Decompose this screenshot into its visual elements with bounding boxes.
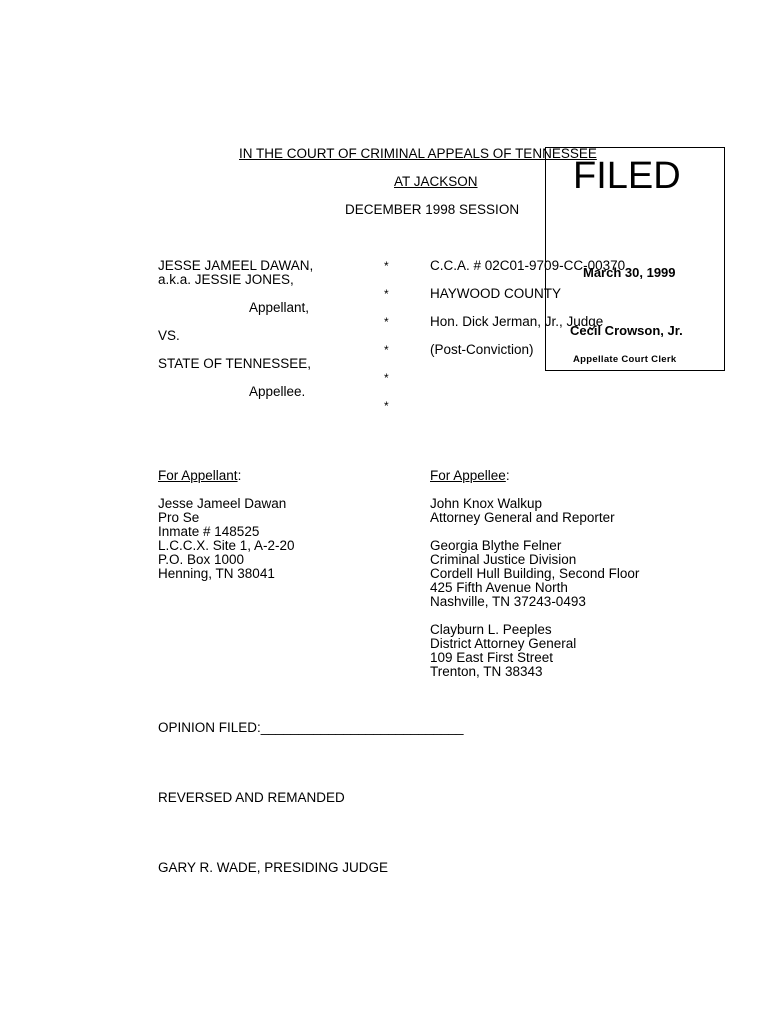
filed-word: FILED bbox=[573, 155, 681, 197]
appellant-aka: a.k.a. JESSIE JONES, bbox=[158, 272, 294, 287]
appellant-role: Appellant, bbox=[249, 300, 310, 315]
appellee-counsel-line: Criminal Justice Division bbox=[430, 552, 577, 567]
caption-separator: * bbox=[384, 399, 389, 413]
appellant-counsel-line: Inmate # 148525 bbox=[158, 524, 260, 539]
caption-separator: * bbox=[384, 371, 389, 385]
filed-date: March 30, 1999 bbox=[583, 265, 676, 280]
appellee-counsel-line: Nashville, TN 37243-0493 bbox=[430, 594, 586, 609]
proceeding-type: (Post-Conviction) bbox=[430, 342, 534, 357]
clerk-title: Appellate Court Clerk bbox=[573, 354, 677, 365]
presiding-judge: GARY R. WADE, PRESIDING JUDGE bbox=[158, 860, 389, 875]
clerk-name: Cecil Crowson, Jr. bbox=[570, 323, 683, 338]
versus-label: VS. bbox=[158, 328, 180, 343]
appellant-name: JESSE JAMEEL DAWAN, bbox=[158, 258, 314, 273]
appellee-name: STATE OF TENNESSEE, bbox=[158, 356, 312, 371]
disposition: REVERSED AND REMANDED bbox=[158, 790, 345, 805]
trial-judge: Hon. Dick Jerman, Jr., Judge bbox=[430, 314, 604, 329]
appellee-counsel-heading: For Appellee: bbox=[430, 468, 510, 483]
filed-stamp bbox=[545, 147, 725, 371]
appellant-counsel-line: Henning, TN 38041 bbox=[158, 566, 275, 581]
appellee-counsel-line: 425 Fifth Avenue North bbox=[430, 580, 568, 595]
appellant-counsel-line: Pro Se bbox=[158, 510, 200, 525]
caption-separator: * bbox=[384, 343, 389, 357]
caption-separator: * bbox=[384, 287, 389, 301]
appellee-counsel-line: Cordell Hull Building, Second Floor bbox=[430, 566, 640, 581]
opinion-filed-line: OPINION FILED:___________________________ bbox=[158, 720, 464, 735]
caption-separator: * bbox=[384, 259, 389, 273]
appellee-counsel-line: Trenton, TN 38343 bbox=[430, 664, 543, 679]
appellee-counsel-line: District Attorney General bbox=[430, 636, 577, 651]
appellee-counsel-line: John Knox Walkup bbox=[430, 496, 543, 511]
appellee-role: Appellee. bbox=[249, 384, 306, 399]
court-session: DECEMBER 1998 SESSION bbox=[345, 202, 520, 217]
appellee-counsel-line: Georgia Blythe Felner bbox=[430, 538, 562, 553]
court-title: IN THE COURT OF CRIMINAL APPEALS OF TENNESSEE bbox=[239, 146, 597, 161]
appellant-counsel-line: L.C.C.X. Site 1, A-2-20 bbox=[158, 538, 295, 553]
court-location: AT JACKSON bbox=[394, 174, 478, 189]
case-number: C.C.A. # 02C01-9709-CC-00370 bbox=[430, 258, 626, 273]
appellee-counsel-line: Attorney General and Reporter bbox=[430, 510, 615, 525]
appellant-counsel-heading: For Appellant: bbox=[158, 468, 242, 483]
appellee-counsel-line: 109 East First Street bbox=[430, 650, 554, 665]
caption-separator: * bbox=[384, 315, 389, 329]
county: HAYWOOD COUNTY bbox=[430, 286, 561, 301]
appellant-counsel-line: P.O. Box 1000 bbox=[158, 552, 245, 567]
appellant-counsel-line: Jesse Jameel Dawan bbox=[158, 496, 287, 511]
appellee-counsel-line: Clayburn L. Peeples bbox=[430, 622, 552, 637]
